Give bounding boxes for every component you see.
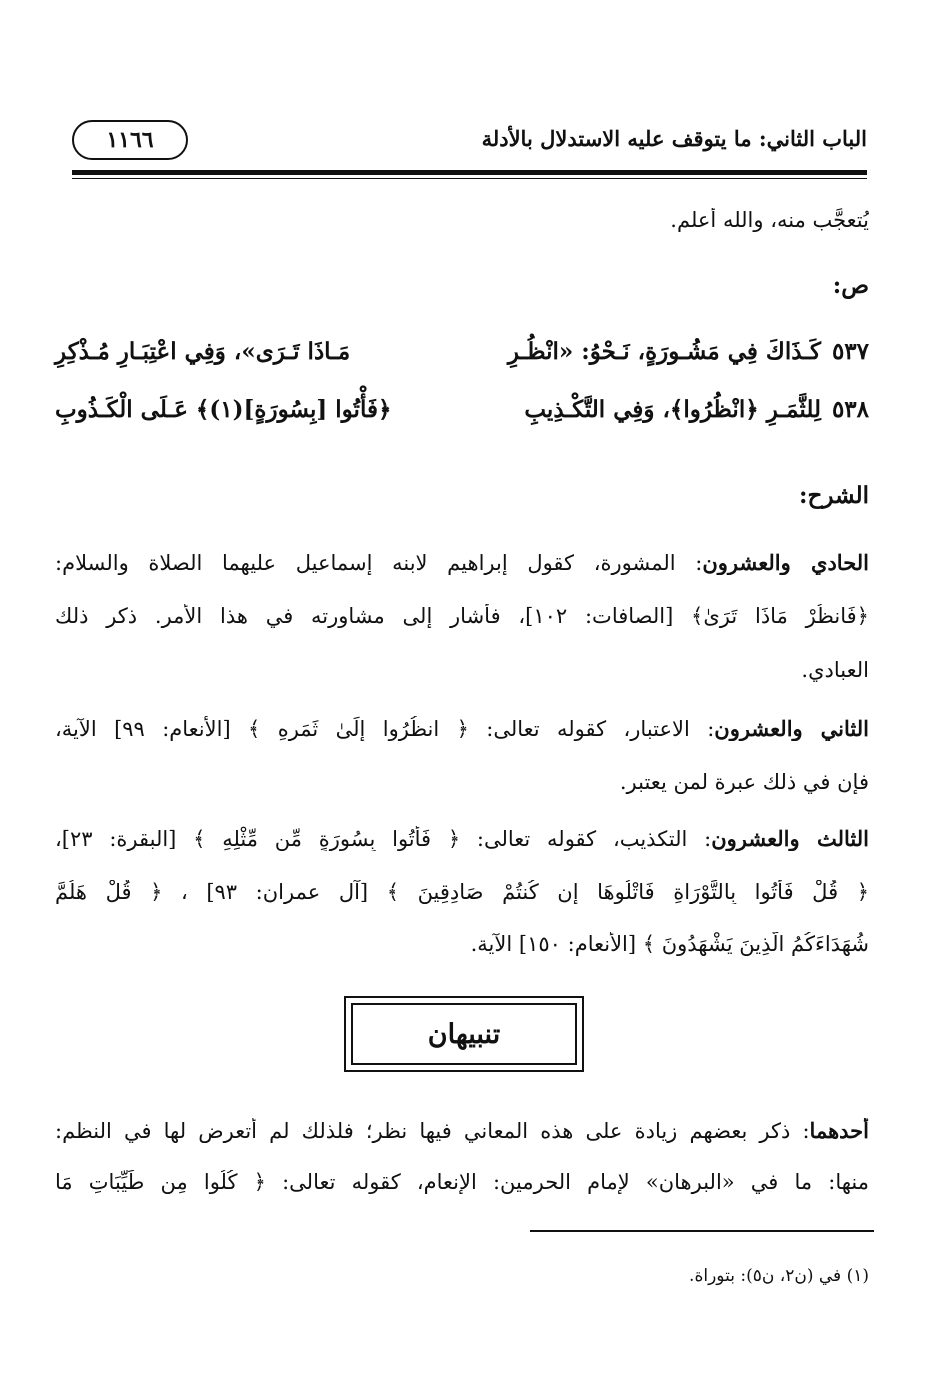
verse-first-hemistich: كَـذَاكَ فِي مَشُـورَةٍ، نَـحْوُ: «انْظُـرِ <box>507 338 821 365</box>
section-lead: الحادي والعشرون <box>702 550 869 575</box>
paragraph-line <box>55 716 869 741</box>
page-number: ١١٦٦ <box>72 120 188 160</box>
verse-first-hemistich: لِلثَّمَـرِ ﴿انْظُرُوا﴾، وَفِي التَّكْـذِيبِ <box>524 396 821 423</box>
paragraph-line <box>55 826 869 851</box>
paragraph-line: شُهَدَاءَكُمُ الَّذِينَ يَشْهَدُونَ ﴾ [الأنعام: ١٥٠] الآية. <box>470 932 869 956</box>
paragraph-line <box>55 550 869 575</box>
page-header <box>72 118 867 166</box>
section-box <box>344 996 584 1072</box>
intro-line: يُتعجَّب منه، والله أعلم. <box>670 208 869 232</box>
box-title: تنبيهان <box>351 1003 577 1065</box>
footnote: (١) في (ن٢، ن٥): بتوراة. <box>689 1266 869 1286</box>
verse-537 <box>55 338 869 382</box>
paragraph-text: : ذكر بعضهم زيادة على هذه المعاني فيها نظر؛ فلذلك لم أتعرض لها في النظم: <box>55 1119 810 1143</box>
paragraph-text: : المشورة، كقول إبراهيم لابنه إسماعيل عليهما الصلاة والسلام: <box>55 551 703 575</box>
paragraph-line: ﴿ قُلْ فَأْتُوا بِالتَّوْرَاةِ فَاتْلُوهَا إِن كُنتُمْ صَادِقِينَ ﴾ [آل عمران: ٩٣] ، ﴿ قُلْ هَلُمَّ <box>55 880 869 904</box>
paragraph-line: العبادي. <box>801 658 869 682</box>
paragraph-text: : الاعتبار، كقوله تعالى: ﴿ انظُرُوا إِلَىٰ ثَمَرِهِ ﴾ [الأنعام: ٩٩] الآية، <box>55 717 715 741</box>
verse-538 <box>55 396 869 440</box>
verse-number: ٥٣٨ <box>831 396 869 423</box>
header-rule <box>72 170 867 175</box>
paragraph-line <box>55 1118 869 1143</box>
verse-second-hemistich: ﴿فَأْتُوا [بِسُورَةٍ](١)﴾ عَـلَى الْكَـذُوبِ <box>55 396 392 423</box>
footnote-rule <box>530 1230 874 1232</box>
matn-label-text: ص: <box>833 272 869 299</box>
section-lead: الثاني والعشرون <box>714 716 869 741</box>
sharh-label: الشرح: <box>799 482 869 509</box>
verse-second-hemistich: مَـاذَا تَـرَى»، وَفِي اعْتِبَـارِ مُـذْكِرِ <box>55 338 351 365</box>
section-lead: الثالث والعشرون <box>711 826 869 851</box>
section-lead: أحدهما <box>810 1118 869 1143</box>
paragraph-line: ﴿فَانظُرْ مَاذَا تَرَىٰ﴾ [الصافات: ١٠٢]، فأشار إلى مشاورته في هذا الأمر. ذكر ذلك <box>55 604 869 628</box>
paragraph-text: : التكذيب، كقوله تعالى: ﴿ فَأْتُوا بِسُورَةٍ مِّن مِّثْلِهِ ﴾ [البقرة: ٢٣]، <box>55 827 712 851</box>
paragraph-line: فإن في ذلك عبرة لمن يعتبر. <box>619 770 869 794</box>
paragraph-line: منها: ما في «البرهان» لإمام الحرمين: الإنعام، كقوله تعالى: ﴿ كُلُوا مِن طَيِّبَاتِ مَا <box>55 1170 869 1194</box>
chapter-title: الباب الثاني: ما يتوقف عليه الاستدلال بالأدلة <box>481 126 867 151</box>
verse-number: ٥٣٧ <box>831 338 869 365</box>
matn-label <box>55 272 869 299</box>
header-rule-thin <box>72 178 867 179</box>
